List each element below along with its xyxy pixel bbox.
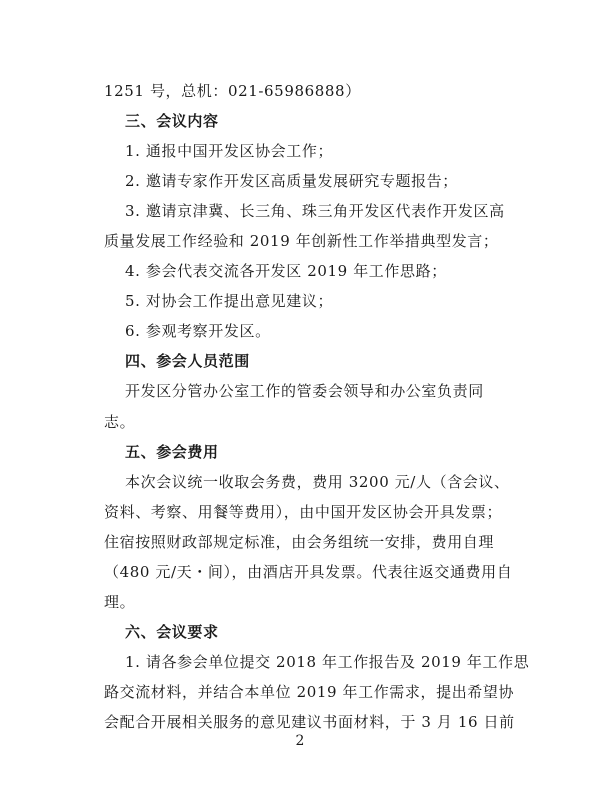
paragraph-attendees-continued: 志。 xyxy=(104,413,136,431)
section-heading-fees: 五、参会费用 xyxy=(125,443,219,461)
list-item-1: 1. 通报中国开发区协会工作； xyxy=(125,142,334,160)
section-heading-content: 三、会议内容 xyxy=(125,112,219,130)
list-item-3-continued: 质量发展工作经验和 2019 年创新性工作举措典型发言； xyxy=(104,232,499,250)
list-item-3: 3. 邀请京津冀、长三角、珠三角开发区代表作开发区高 xyxy=(125,202,505,220)
text-line-address-tail: 1251 号，总机：021-65986888） xyxy=(104,82,361,100)
page-number: 2 xyxy=(295,733,305,749)
paragraph-fees-line-4: （480 元/天・间），由酒店开具发票。代表往返交通费用自 xyxy=(104,563,513,581)
list-item-5: 5. 对协会工作提出意见建议； xyxy=(125,292,334,310)
section-heading-requirements: 六、会议要求 xyxy=(125,623,219,641)
section-heading-attendees: 四、参会人员范围 xyxy=(125,352,250,370)
list-item-6: 6. 参观考察开发区。 xyxy=(125,322,271,340)
list-item-4: 4. 参会代表交流各开发区 2019 年工作思路； xyxy=(125,262,447,280)
paragraph-fees-line-2: 资料、考察、用餐等费用），由中国开发区协会开具发票； xyxy=(104,503,503,521)
paragraph-requirements-line-2: 路交流材料，并结合本单位 2019 年工作需求，提出希望协 xyxy=(104,683,515,701)
paragraph-requirements-line-3: 会配合开展相关服务的意见建议书面材料，于 3 月 16 日前 xyxy=(104,713,515,731)
paragraph-requirements-line-1: 1. 请各参会单位提交 2018 年工作报告及 2019 年工作思 xyxy=(125,653,530,671)
paragraph-fees-line-3: 住宿按照财政部规定标准，由会务组统一安排，费用自理 xyxy=(104,533,495,551)
list-item-2: 2. 邀请专家作开发区高质量发展研究专题报告； xyxy=(125,172,458,190)
paragraph-fees-line-5: 理。 xyxy=(104,593,136,611)
paragraph-attendees: 开发区分管办公室工作的管委会领导和办公室负责同 xyxy=(125,382,484,400)
paragraph-fees-line-1: 本次会议统一收取会务费，费用 3200 元/人（含会议、 xyxy=(125,473,510,491)
